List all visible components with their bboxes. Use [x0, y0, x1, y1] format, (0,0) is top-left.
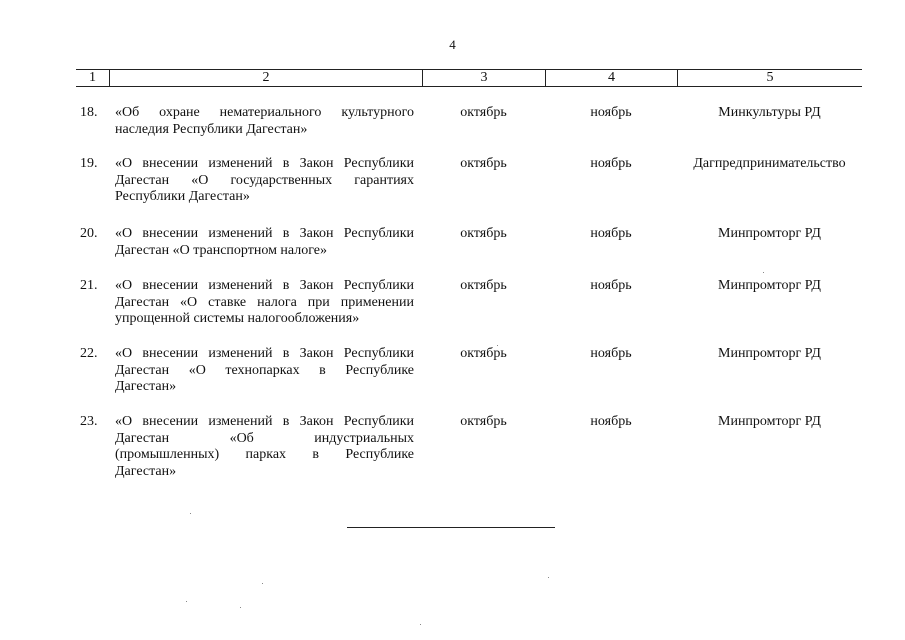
- law-title: [115, 414, 414, 480]
- law-title: [115, 278, 414, 328]
- responsible-body: Минпромторг РД: [718, 278, 821, 293]
- start-month: октябрь: [460, 105, 507, 120]
- row-number: 21.: [80, 278, 98, 293]
- row-number: 19.: [80, 156, 98, 171]
- scan-speck: [763, 272, 764, 273]
- end-of-table-rule: [347, 527, 555, 528]
- scan-speck: [186, 601, 187, 602]
- law-title-line: Дагестан «О государственных гарантиях: [115, 172, 414, 188]
- law-title-line: упрощенной системы налогообложения»: [115, 311, 360, 326]
- law-title-line: Дагестан «О транспортном налоге»: [115, 242, 328, 258]
- end-month: ноябрь: [590, 346, 632, 361]
- header-col-3: 3: [422, 70, 545, 86]
- end-month: ноябрь: [590, 278, 632, 293]
- scan-speck: [240, 607, 241, 608]
- law-title-line: наследия Республики Дагестан»: [115, 121, 308, 137]
- law-title: [115, 156, 414, 206]
- end-month: ноябрь: [590, 226, 632, 241]
- end-month: ноябрь: [590, 414, 632, 429]
- scan-speck: [420, 624, 421, 625]
- row-number: 23.: [80, 414, 98, 429]
- header-col-4: 4: [545, 70, 677, 86]
- law-title: [115, 226, 414, 259]
- law-title-line: Республики Дагестан»: [115, 189, 250, 204]
- scan-speck: [497, 345, 498, 346]
- start-month: октябрь: [460, 156, 507, 171]
- header-col-5: 5: [677, 70, 862, 86]
- law-title: [115, 346, 414, 396]
- header-col-1: 1: [89, 70, 96, 85]
- law-title-line: Дагестан»: [115, 463, 177, 479]
- law-title-line: Дагестан «О ставке налога при применении: [115, 294, 414, 310]
- responsible-body: Минпромторг РД: [718, 226, 821, 241]
- start-month: октябрь: [460, 346, 507, 361]
- law-title-line: Дагестан»: [115, 379, 177, 394]
- responsible-body: Минпромторг РД: [718, 414, 821, 429]
- start-month: октябрь: [460, 414, 507, 429]
- responsible-body: Минпромторг РД: [718, 346, 821, 361]
- table-header: [76, 69, 862, 87]
- start-month: октябрь: [460, 226, 507, 241]
- header-col-2: 2: [109, 70, 422, 86]
- row-number: 22.: [80, 346, 98, 361]
- law-title-line: Дагестан «Об индустриальных: [115, 430, 414, 446]
- row-number: 20.: [80, 226, 98, 241]
- law-title-line: «О внесении изменений в Закон Республики: [115, 278, 414, 293]
- responsible-body: Минкультуры РД: [718, 105, 821, 120]
- law-title-line: Дагестан «О технопарках в Республике: [115, 362, 414, 378]
- row-number: 18.: [80, 105, 98, 120]
- law-title-line: «О внесении изменений в Закон Республики: [115, 226, 414, 241]
- law-title-line: «О внесении изменений в Закон Республики: [115, 346, 414, 361]
- start-month: октябрь: [460, 278, 507, 293]
- law-title-line: «О внесении изменений в Закон Республики: [115, 156, 414, 171]
- law-title-line: «Об охране нематериального культурного: [115, 105, 414, 120]
- scan-speck: [262, 583, 263, 584]
- scan-speck: [190, 513, 191, 514]
- law-title-line: «О внесении изменений в Закон Республики: [115, 414, 414, 429]
- responsible-body: Дагпредпринимательство: [693, 156, 846, 171]
- law-title-line: (промышленных) парках в Республике: [115, 447, 414, 462]
- end-month: ноябрь: [590, 105, 632, 120]
- scan-speck: [548, 577, 549, 578]
- end-month: ноябрь: [590, 156, 632, 171]
- page-number: 4: [449, 37, 456, 52]
- law-title: [115, 105, 414, 138]
